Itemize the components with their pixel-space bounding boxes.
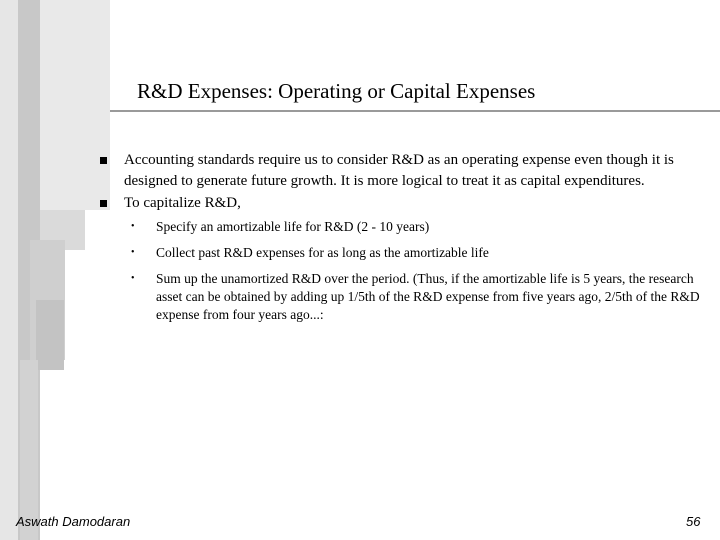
sub-bullet-text: Specify an amortizable life for R&D (2 - 10 years) [156,219,430,234]
bullet-item [100,193,700,214]
sub-bullet-list [100,218,700,324]
square-bullet-icon [100,157,107,164]
sub-bullet-item [131,218,700,236]
page-number: 56 [686,514,701,529]
sub-bullet-text: Collect past R&D expenses for as long as the amortizable life [156,245,489,260]
footer-author: Aswath Damodaran [16,514,131,529]
slide-title: R&D Expenses: Operating or Capital Expenses [137,79,536,103]
slide-content [100,150,700,332]
sub-bullet-text: Sum up the unamortized R&D over the period. (Thus, if the amortizable life is 5 years, the research asset can be obtained by adding up 1/5th of the R&D expense from five years ago, 2/5th of the R&D expense from four years ago...: [156,271,700,322]
decorative-bar [0,0,18,540]
dot-bullet-icon: • [131,221,135,232]
dot-bullet-icon: • [131,247,135,258]
dot-bullet-icon: • [131,273,135,284]
sub-bullet-item [131,270,700,324]
sub-bullet-item [131,244,700,262]
decorative-bar [36,300,64,370]
title-divider [110,110,720,112]
square-bullet-icon [100,200,107,207]
bullet-item [100,150,700,192]
bullet-text: Accounting standards require us to consider R&D as an operating expense even though it is designed to generate future growth. It is more logical to treat it as capital expenditures. [124,152,674,189]
decorative-bar [20,360,38,540]
bullet-text: To capitalize R&D, [124,195,241,211]
